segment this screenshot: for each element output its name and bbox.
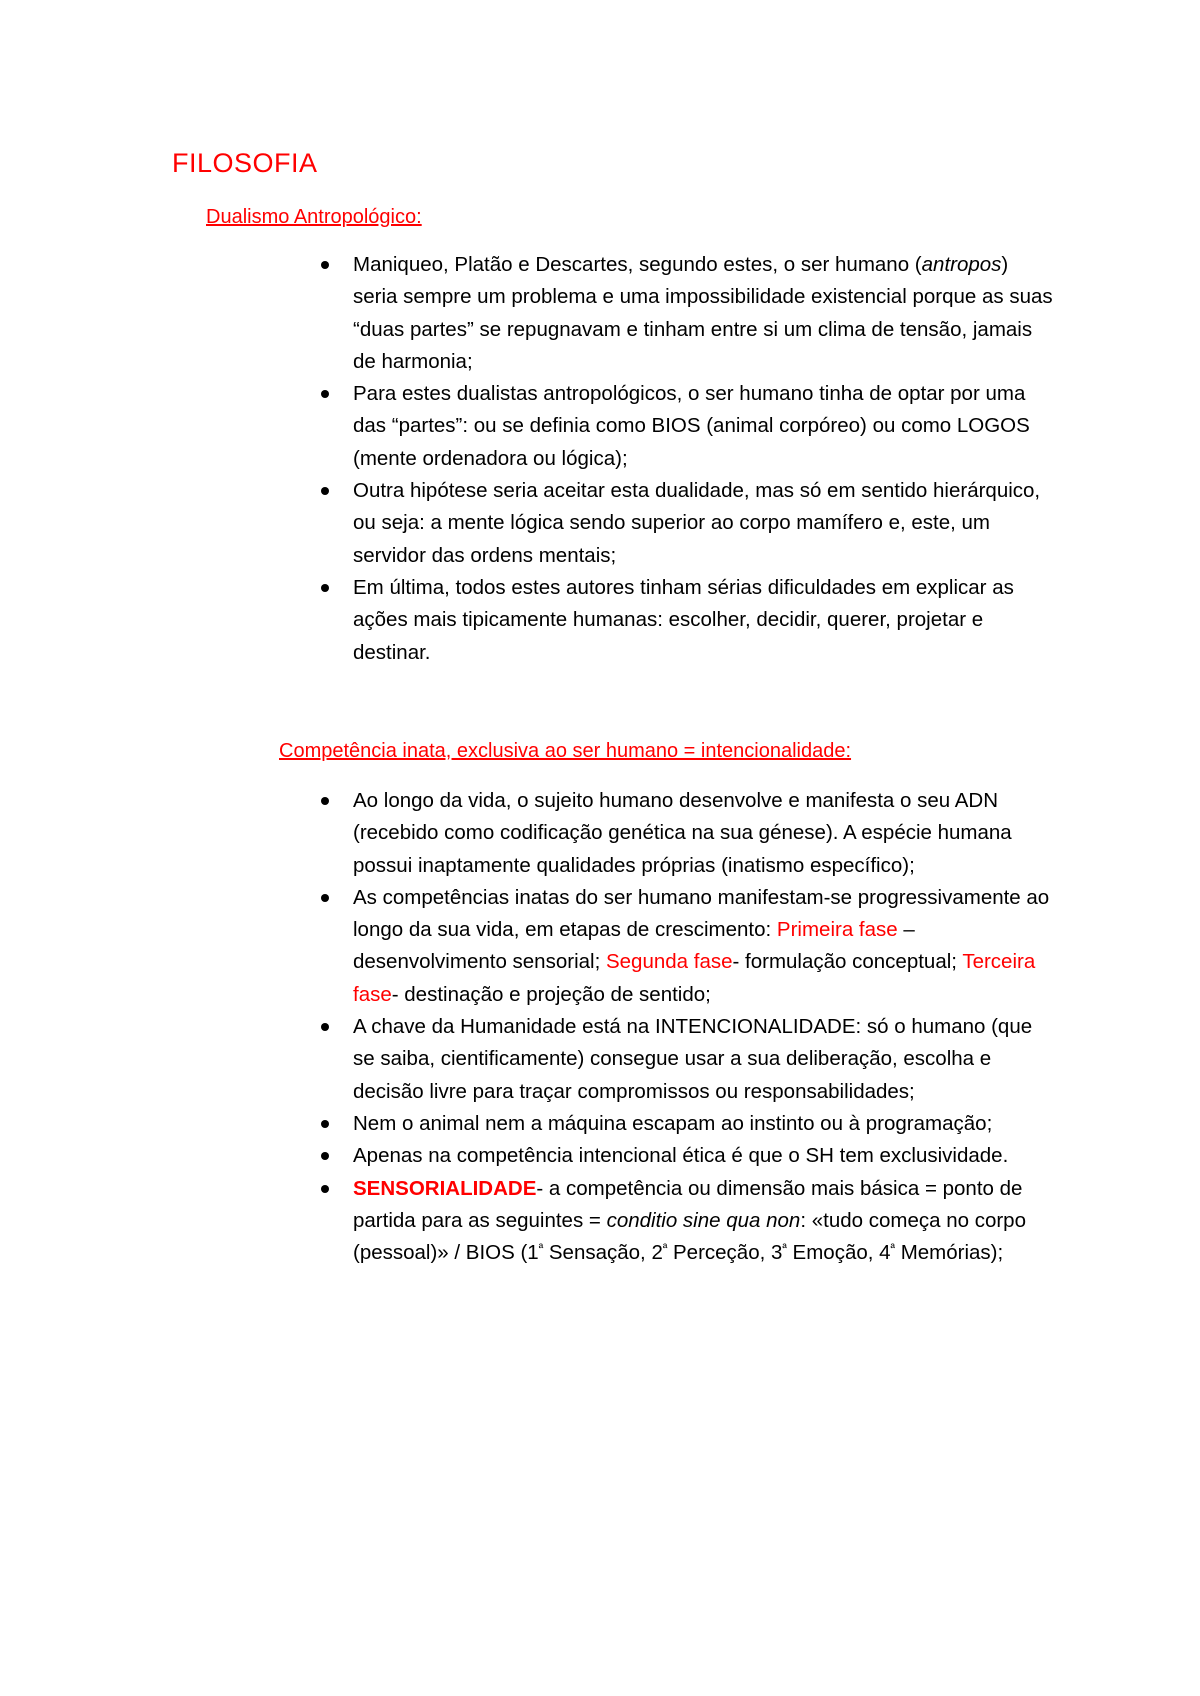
dualismo-list: [353, 249, 1053, 669]
section-heading-competencia: Competência inata, exclusiva ao ser humano = intencionalidade:: [279, 740, 852, 762]
item-text: Memórias);: [895, 1241, 1004, 1265]
bullet-dot-icon: [321, 1120, 329, 1128]
item-text: Sensação, 2: [543, 1241, 663, 1265]
phase-three-label: Terceira fase: [353, 950, 1036, 1006]
phase-one-label: Primeira fase: [776, 918, 898, 942]
item-text: Para estes dualistas antropológicos, o ser humano tinha de optar por uma das “partes”: ou se definia como BIOS (animal corpóreo) ou como LOGOS (mente ordenadora ou lógica);: [353, 382, 1030, 470]
item-text: Ao longo da vida, o sujeito humano desenvolve e manifesta o seu ADN (recebido como codificação genética na sua génese). A espécie humana possui inaptamente qualidades próprias (inatismo específico);: [353, 789, 1012, 877]
bullet-dot-icon: [321, 390, 329, 398]
ordinal-mark: ª: [662, 1241, 668, 1256]
bullet-dot-icon: [321, 584, 329, 592]
item-text: - a competência ou dimensão mais básica = ponto de partida para as seguintes =: [353, 1176, 1023, 1232]
ordinal-mark: ª: [890, 1241, 895, 1256]
bullet-dot-icon: [321, 797, 329, 805]
list-item: [353, 475, 1053, 572]
bullet-dot-icon: [321, 1023, 329, 1031]
bullet-dot-icon: [321, 487, 329, 495]
section-heading-dualismo: Dualismo Antropológico:: [206, 206, 422, 228]
item-text: Apenas na competência intencional ética é que o SH tem exclusividade.: [353, 1144, 1009, 1168]
item-text: Nem o animal nem a máquina escapam ao instinto ou à programação;: [353, 1111, 993, 1135]
item-text: A chave da Humanidade está na INTENCIONALIDADE: só o humano (que se saiba, cientificamente) consegue usar a sua deliberação, escolha e decisão livre para traçar compromissos ou responsabilidades;: [353, 1015, 1033, 1103]
item-text: - formulação conceptual;: [732, 950, 963, 974]
item-text: Maniqueo, Platão e Descartes, segundo estes, o ser humano (: [353, 253, 922, 276]
competencia-list: [353, 785, 1053, 1269]
item-text: As competências inatas do ser humano manifestam-se progressivamente ao longo da sua vida, em etapas de crescimento:: [353, 885, 1050, 942]
item-text: Outra hipótese seria aceitar esta dualidade, mas só em sentido hierárquico, ou seja: a mente lógica sendo superior ao corpo mamífero e, este, um servidor das ordens mentais;: [353, 479, 1041, 567]
list-item: [353, 882, 1053, 1011]
list-item: [353, 1011, 1053, 1108]
item-text: Em última, todos estes autores tinham sérias dificuldades em explicar as ações mais tipicamente humanas: escolher, decidir, querer, projetar e destinar.: [353, 575, 1014, 664]
page-title: FILOSOFIA: [172, 148, 318, 178]
list-item: [353, 1108, 1053, 1140]
item-text: – desenvolvimento sensorial;: [353, 918, 915, 974]
item-text: - destinação e projeção de sentido;: [391, 982, 711, 1006]
item-text: Perceção, 3: [667, 1241, 783, 1265]
list-item: [353, 785, 1053, 882]
bullet-dot-icon: [321, 261, 329, 269]
list-item: [353, 249, 1053, 378]
bullet-dot-icon: [321, 894, 329, 902]
bullet-dot-icon: [321, 1152, 329, 1160]
sensorialidade-keyword: SENSORIALIDADE: [353, 1176, 537, 1200]
item-italic-text: conditio sine qua non: [606, 1208, 801, 1232]
item-text: : «tudo começa no corpo (pessoal)» / BIOS (1: [353, 1208, 1026, 1265]
list-item: [353, 572, 1053, 669]
list-item: [353, 378, 1053, 475]
list-item: [353, 1140, 1053, 1172]
bullet-dot-icon: [321, 1185, 329, 1193]
list-item: [353, 1173, 1053, 1270]
ordinal-mark: ª: [538, 1241, 544, 1256]
item-italic-text: antropos: [921, 253, 1002, 276]
item-text: ) seria sempre um problema e uma impossibilidade existencial porque as suas “duas partes” se repugnavam e tinham entre si um clima de tensão, jamais de harmonia;: [353, 253, 1053, 373]
item-text: Emoção, 4: [786, 1241, 891, 1265]
phase-two-label: Segunda fase: [605, 950, 733, 974]
ordinal-mark: ª: [782, 1241, 787, 1256]
